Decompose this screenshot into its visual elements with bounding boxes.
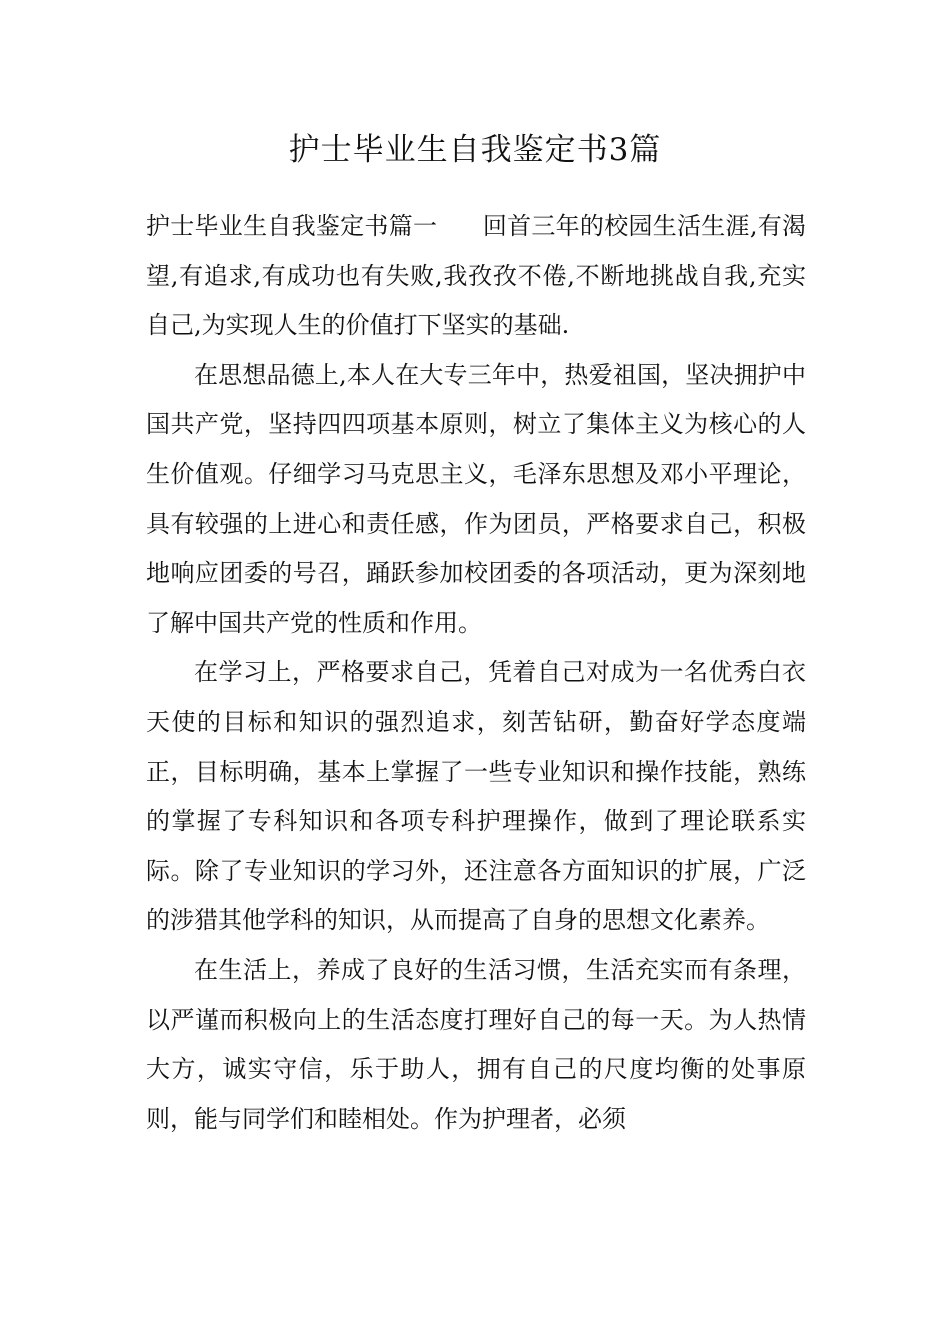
paragraph-life: 在生活上，养成了良好的生活习惯，生活充实而有条理，以严谨而积极向上的生活态度打理好自己的每一天。为人热情大方，诚实守信，乐于助人，拥有自己的尺度均衡的处事原则，能与同学们和睦相处。作为护理者，必须 xyxy=(146,955,806,1133)
document-title: 护士毕业生自我鉴定书3篇 xyxy=(288,132,662,168)
intro-paragraph xyxy=(146,202,806,351)
intro-text: 回首三年的校园生活生涯,有渴望,有追求,有成功也有失败,我孜孜不倦,不断地挑战自我,充实自己,为实现人生的价值打下坚实的基础. xyxy=(146,212,806,340)
paragraph-study: 在学习上，严格要求自己，凭着自己对成为一名优秀白衣天使的目标和知识的强烈追求，刻苦钻研，勤奋好学态度端正，目标明确，基本上掌握了一些专业知识和操作技能，熟练的掌握了专科知识和各项专科护理操作，做到了理论联系实际。除了专业知识的学习外，还注意各方面知识的扩展，广泛的涉猎其他学科的知识，从而提高了自身的思想文化素养。 xyxy=(146,658,806,935)
document-body xyxy=(146,202,806,1144)
paragraph-ideology: 在思想品德上,本人在大专三年中，热爱祖国，坚决拥护中国共产党，坚持四四项基本原则，树立了集体主义为核心的人生价值观。仔细学习马克思主义，毛泽东思想及邓小平理论，具有较强的上进心和责任感，作为团员，严格要求自己，积极地响应团委的号召，踊跃参加校团委的各项活动，更为深刻地了解中国共产党的性质和作用。 xyxy=(146,360,806,637)
section-heading: 护士毕业生自我鉴定书篇一 xyxy=(146,212,438,240)
